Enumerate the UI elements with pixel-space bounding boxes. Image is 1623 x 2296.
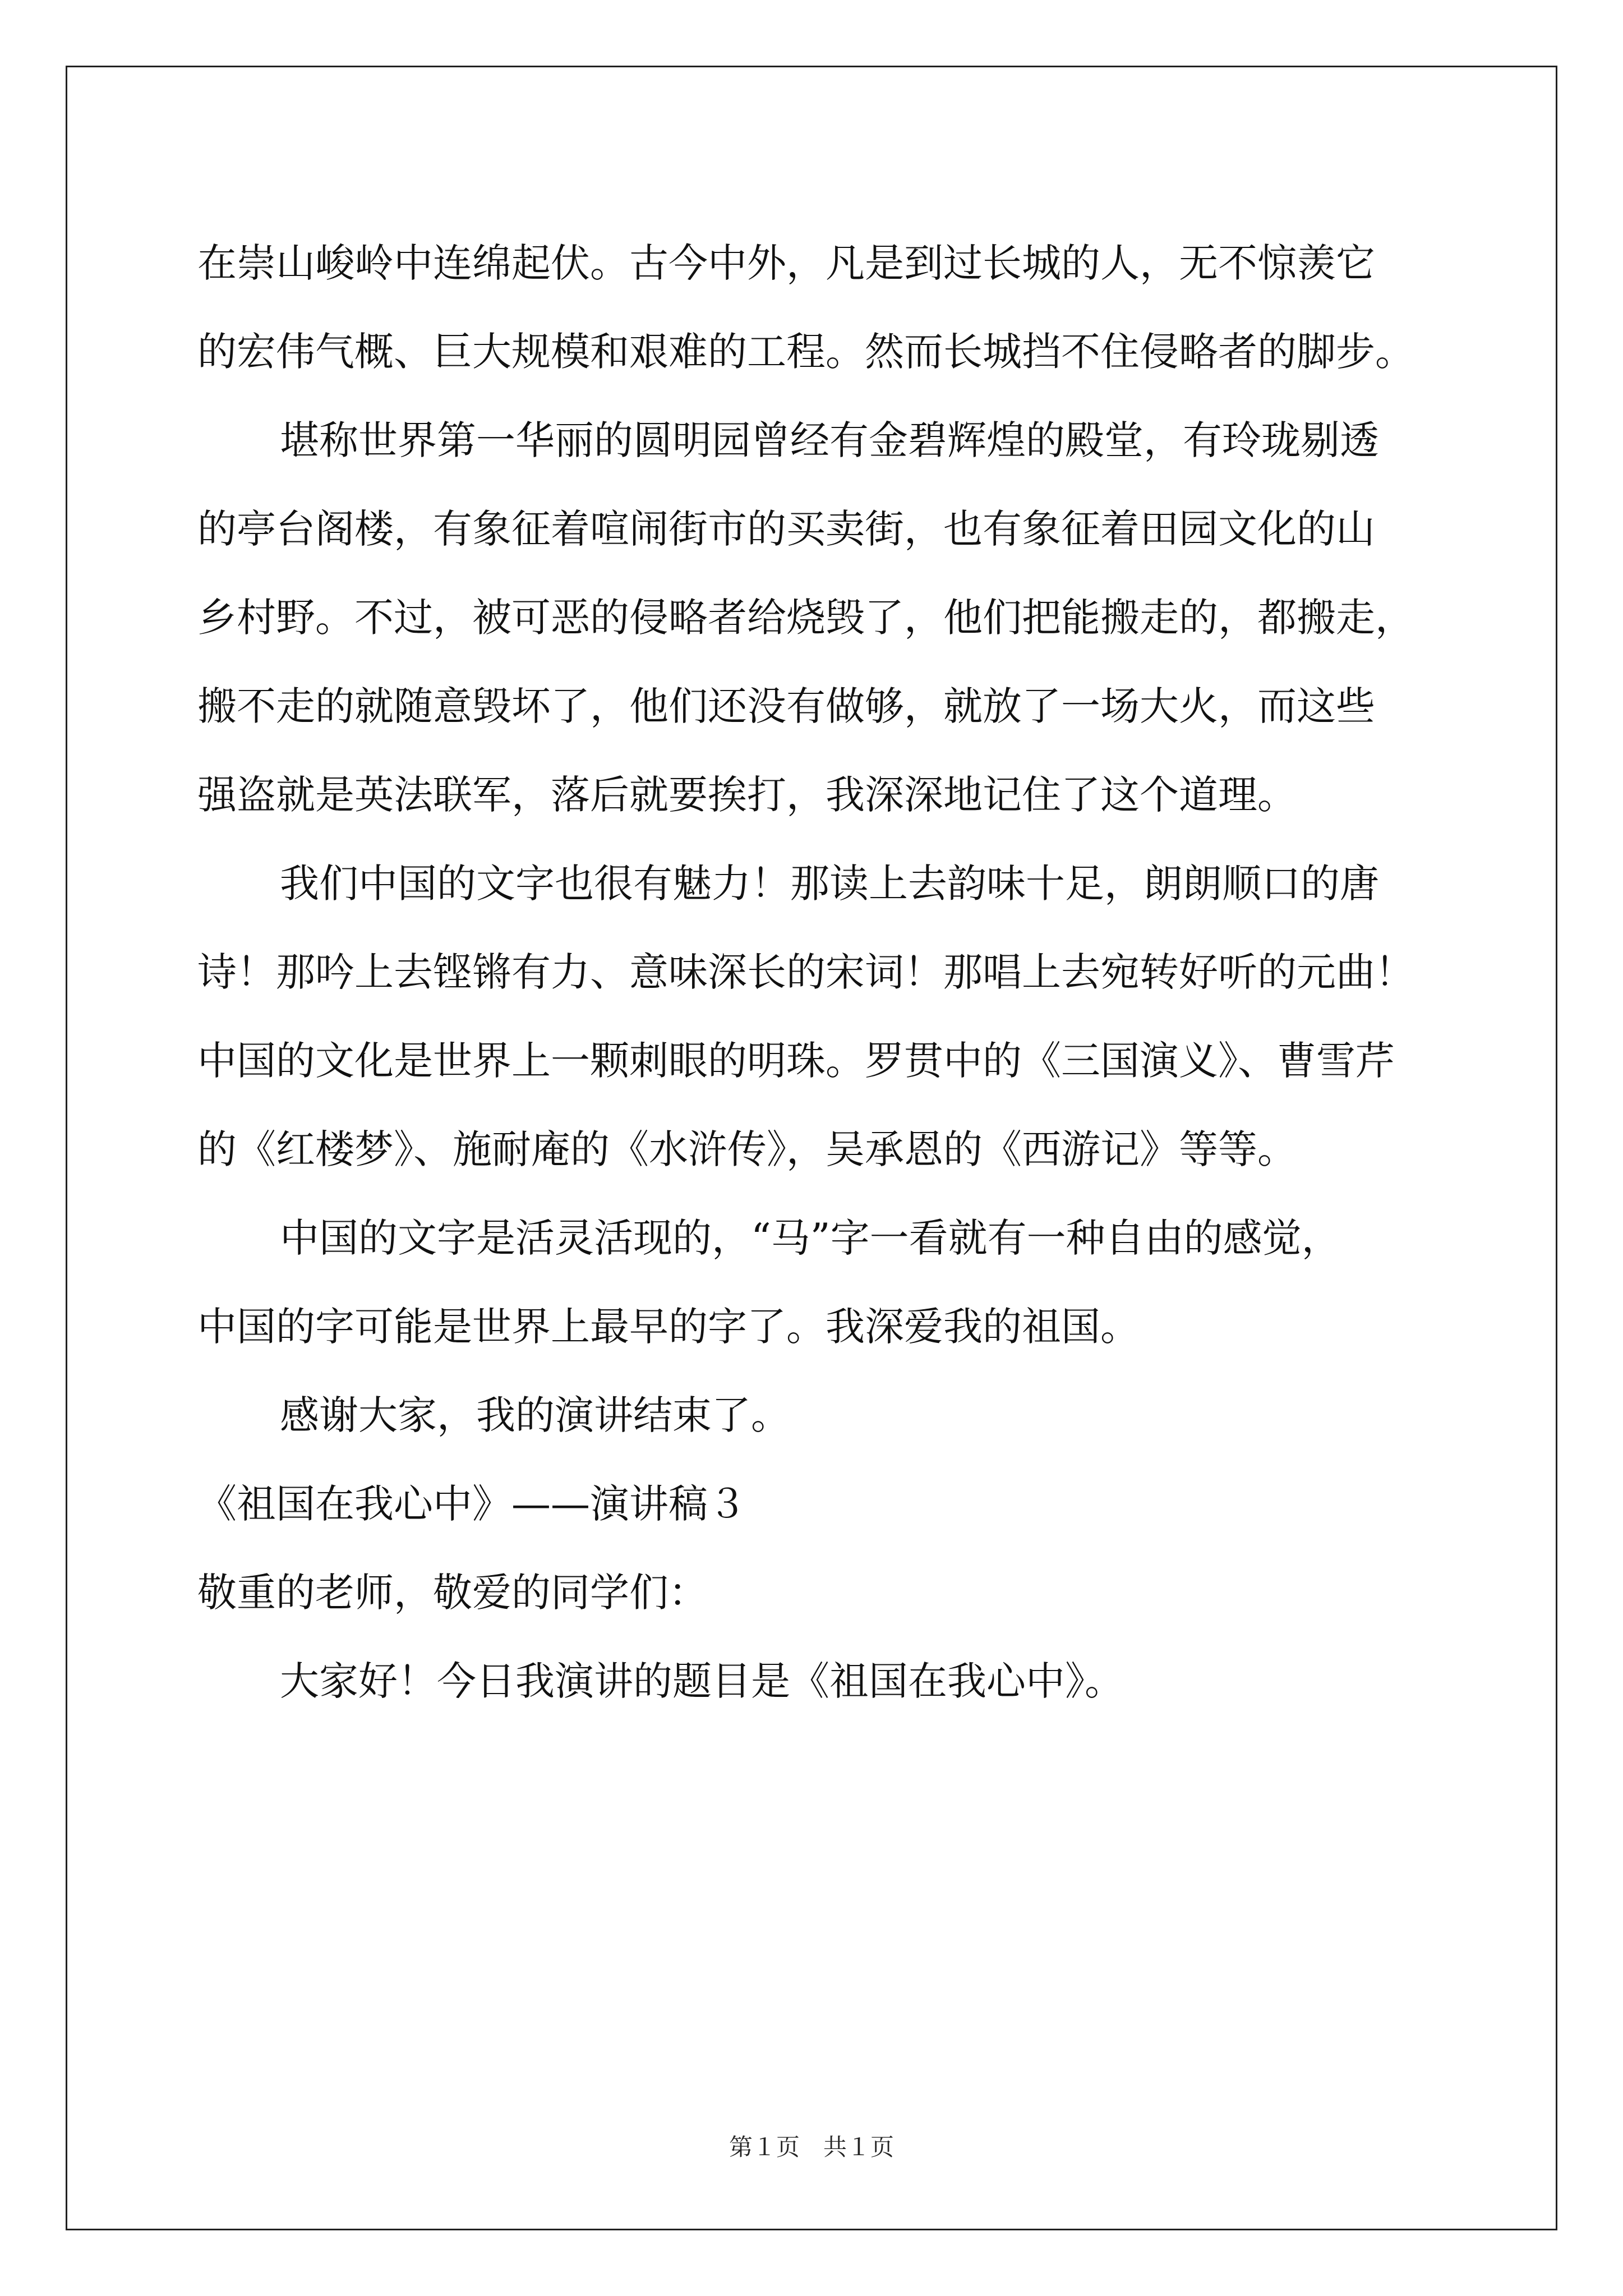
page-number-footer: 第１页 共１页 (728, 2133, 894, 2161)
salutation: 敬重的老师，敬爱的同学们： (197, 1570, 708, 1616)
paragraph-line: 搬不走的就随意毁坏了，他们还没有做够，就放了一场大火，而这些 (197, 683, 1375, 729)
speech-title: 《祖国在我心中》——演讲稿３ (197, 1481, 747, 1527)
closing-line: 感谢大家，我的演讲结束了。 (280, 1392, 790, 1438)
paragraph-line: 我们中国的文字也很有魅力！那读上去韵味十足，朗朗顺口的唐 (280, 861, 1379, 907)
paragraph-line: 堪称世界第一华丽的圆明园曾经有金碧辉煌的殿堂，有玲珑剔透 (280, 417, 1379, 463)
paragraph-line: 中国的文化是世界上一颗刺眼的明珠。罗贯中的《三国演义》、曹雪芹 (197, 1038, 1395, 1084)
paragraph-line: 的《红楼梦》、施耐庵的《水浒传》，吴承恩的《西游记》等等。 (197, 1126, 1297, 1172)
paragraph-line: 乡村野。不过，被可恶的侵略者给烧毁了，他们把能搬走的，都搬走， (197, 595, 1414, 641)
paragraph-line: 中国的字可能是世界上最早的字了。我深爱我的祖国。 (197, 1304, 1140, 1350)
paragraph-line: 的亭台阁楼，有象征着喧闹街市的买卖街，也有象征着田园文化的山 (197, 506, 1375, 552)
paragraph-line: 中国的文字是活灵活现的，“马”字一看就有一种自由的感觉， (280, 1215, 1341, 1261)
paragraph-line: 大家好！今日我演讲的题目是《祖国在我心中》。 (280, 1658, 1124, 1704)
document-body (197, 219, 1431, 1726)
paragraph-line: 强盗就是英法联军，落后就要挨打，我深深地记住了这个道理。 (197, 772, 1297, 818)
paragraph-line: 在崇山峻岭中连绵起伏。古今中外，凡是到过长城的人，无不惊羡它 (197, 240, 1375, 286)
paragraph-line: 的宏伟气概、巨大规模和艰难的工程。然而长城挡不住侵略者的脚步。 (197, 329, 1414, 375)
paragraph-line: 诗！那吟上去铿锵有力、意味深长的宋词！那唱上去宛转好听的元曲！ (197, 949, 1414, 995)
